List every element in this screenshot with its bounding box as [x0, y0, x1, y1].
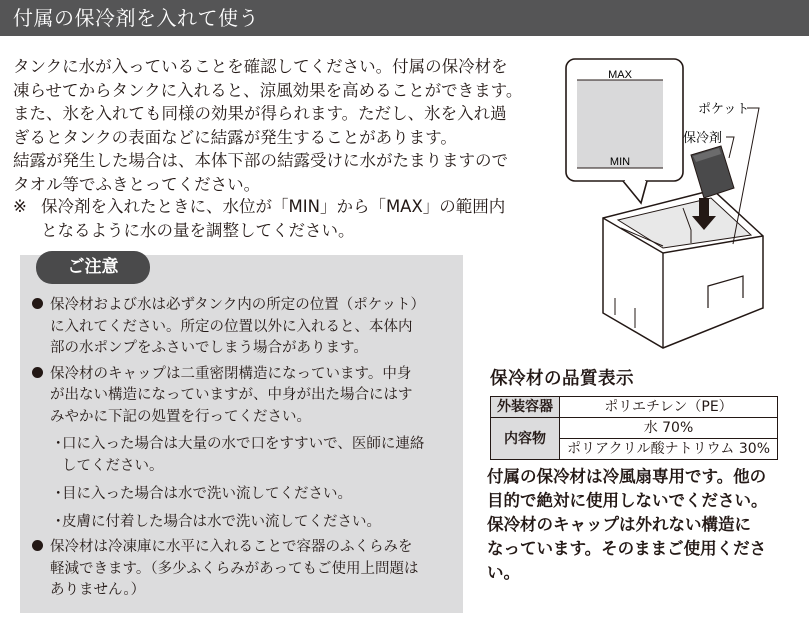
intro-line: タオル等でふきとってください。	[13, 174, 261, 194]
caution-line: 部の水ポンプをふさいでしまう場合があります。	[50, 340, 368, 356]
table-header-cell: 外装容器	[491, 397, 560, 418]
section-title: 付属の保冷剤を入れて使う	[13, 6, 259, 30]
dedicated-use-note	[487, 465, 787, 585]
caution-subitem	[32, 484, 457, 506]
min-label: MIN	[609, 156, 631, 168]
note-line: 保冷材のキャップは外れない構造に	[487, 515, 751, 534]
caution-subitem	[32, 434, 457, 477]
caution-line: が出ない構造になっていますが、中身が出た場合にはす	[50, 387, 413, 403]
caution-line: 軽減できます。（多少ふくらみがあってもご使用上問題は	[50, 560, 419, 577]
caution-line: 保冷材は冷凍庫に水平に入れることで容器のふくらみを	[50, 539, 413, 555]
caution-line: みやかに下記の処置を行ってください。	[50, 408, 311, 425]
table-cell: ポリエチレン（PE）	[560, 397, 778, 418]
sub-line: 皮膚に付着した場合は水で洗い流してください。	[62, 513, 381, 530]
bullet-icon	[32, 540, 43, 551]
note-line: 保冷剤を入れたときに、水位が「MIN」から「MAX」の範囲内	[41, 197, 506, 216]
sub-line: 目に入った場合は水で洗い流してください。	[62, 486, 352, 502]
max-label: MAX	[608, 69, 632, 81]
table-cell: ポリアクリル酸ナトリウム 30%	[560, 439, 778, 460]
note-line: 付属の保冷材は冷風扇専用です。他の	[487, 467, 767, 486]
note-line: なっています。そのままご使用くださ	[487, 539, 767, 558]
bullet-icon	[32, 367, 43, 378]
note-mark: ※	[13, 197, 27, 216]
caution-item	[32, 295, 457, 360]
intro-line: 結露が発生した場合は、本体下部の結露受けに水がたまりますので	[13, 151, 508, 170]
intro-line: ぎるとタンクの表面などに結露が発生することがあります。	[13, 127, 457, 147]
table-row	[491, 397, 778, 418]
intro-line: また、氷を入れても同様の効果が得られます。ただし、氷を入れ過	[13, 104, 507, 123]
coolant-pack-icon	[691, 146, 734, 198]
intro-paragraph	[13, 55, 538, 196]
coolant-label: 保冷剤	[683, 131, 723, 146]
caution-line: 保冷材および水は必ずタンク内の所定の位置（ポケット）	[50, 297, 425, 313]
sub-mark: ・	[51, 436, 66, 452]
caution-list	[32, 295, 457, 602]
tank-illustration	[563, 58, 803, 350]
section-header	[0, 0, 809, 36]
caution-box	[20, 255, 463, 613]
bullet-icon	[32, 298, 43, 309]
sub-line: 口に入った場合は大量の水で口をすすいで、医師に連絡	[62, 436, 425, 452]
quality-table	[490, 396, 778, 460]
quality-title: 保冷材の品質表示	[490, 369, 634, 389]
caution-subitem	[32, 512, 457, 534]
caution-item	[32, 537, 457, 602]
sub-mark: ・	[51, 486, 66, 502]
table-header-cell: 内容物	[491, 418, 560, 460]
caution-title: ご注意	[36, 251, 150, 284]
note-line: となるように水の量を調整してください。	[41, 220, 355, 240]
sub-line: してください。	[62, 457, 164, 474]
table-cell: 水 70%	[560, 418, 778, 439]
sub-mark: ・	[51, 513, 66, 530]
caution-item	[32, 364, 457, 429]
caution-line: に入れてください。所定の位置以外に入れると、本体内	[50, 318, 413, 335]
pocket-label: ポケット	[698, 102, 750, 117]
caution-line: 保冷材のキャップは二重密閉構造になっています。中身	[50, 365, 412, 382]
note-line: い。	[487, 563, 520, 582]
caution-line: ありません。）	[50, 582, 146, 598]
note-line: 目的で絶対に使用しないでください。	[487, 491, 768, 510]
intro-line: タンクに水が入っていることを確認してください。付属の保冷材を	[13, 57, 508, 76]
intro-line: 凍らせてからタンクに入れると、涼風効果を高めることができます。	[13, 80, 523, 100]
table-row	[491, 418, 778, 439]
